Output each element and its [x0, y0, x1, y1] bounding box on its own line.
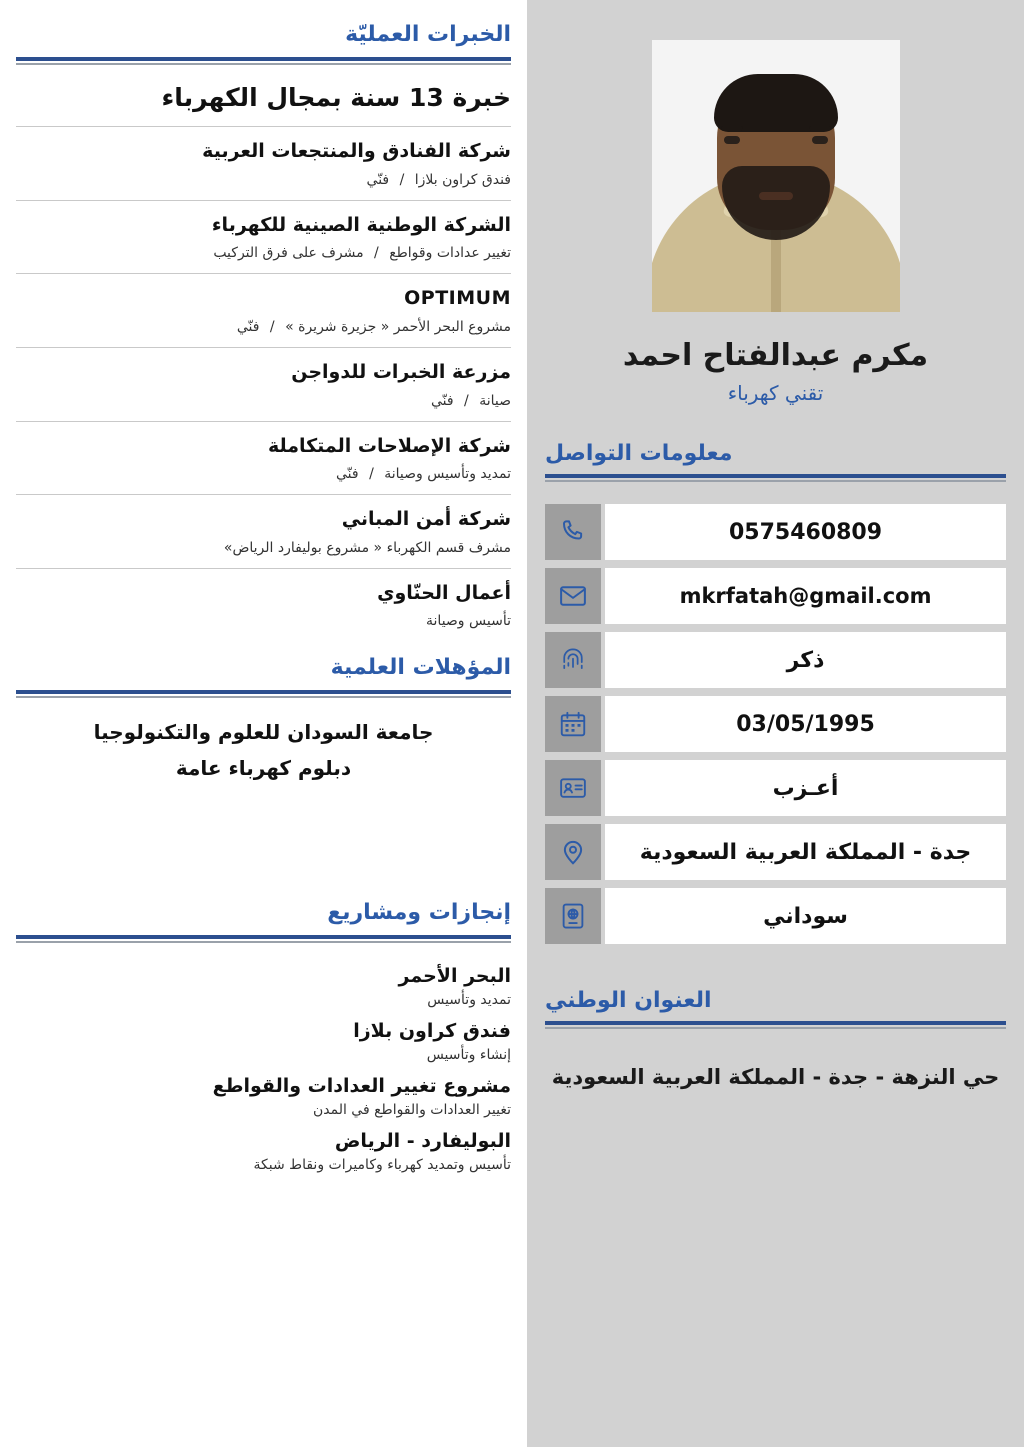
education-block: [0, 698, 527, 780]
fingerprint-icon: [545, 632, 601, 688]
divider-thick: [545, 474, 1006, 478]
separator: /: [369, 466, 374, 483]
contact-value: 0575460809: [605, 504, 1006, 560]
education-divider: [16, 690, 511, 698]
photo-image: [652, 40, 900, 312]
photo-brow-right: [809, 126, 831, 131]
experience-role-text: فنّي: [366, 171, 390, 188]
experience-item: [0, 422, 527, 495]
experience-summary: خبرة 13 سنة بمجال الكهرباء: [161, 83, 511, 112]
experience-role: [16, 172, 511, 188]
education-section-header: [16, 655, 511, 690]
separator: /: [269, 318, 275, 335]
map-pin-icon: [545, 824, 601, 880]
contact-row-phone[interactable]: [545, 504, 1006, 560]
sidebar-column: [527, 0, 1024, 1447]
experience-detail: فنّي: [431, 392, 454, 409]
experience-role: مشرف قسم الكهرباء « مشروع بوليفارد الرياض»: [223, 539, 511, 556]
experience-org: شركة الفنادق والمنتجعات العربية: [202, 140, 511, 162]
experience-heading: الخبرات العمليّة: [345, 22, 511, 47]
address-section-header: [545, 988, 1006, 1029]
experience-role: [16, 245, 511, 261]
experience-role-text: فنّي: [236, 318, 260, 335]
experience-item: [0, 348, 527, 421]
experience-role-text: تغيير عدادات وقواطع: [389, 245, 511, 262]
experience-role-text: صيانة: [479, 392, 511, 409]
photo-eye-right: [812, 136, 828, 144]
education-heading: المؤهلات العلمية: [330, 655, 511, 681]
contact-row-birthdate[interactable]: [545, 696, 1006, 752]
projects-section-header: [16, 900, 511, 935]
experience-org: OPTIMUM: [404, 287, 511, 310]
contact-value: 03/05/1995: [605, 696, 1006, 752]
experience-org: الشركة الوطنية الصينية للكهرباء: [211, 213, 511, 236]
project-item: [0, 955, 527, 1010]
separator: /: [374, 245, 379, 262]
experience-role: [16, 319, 511, 335]
divider-thin: [545, 480, 1006, 482]
separator: /: [464, 392, 469, 409]
photo-mouth: [759, 192, 793, 200]
calendar-icon: [545, 696, 601, 752]
job-title: تقني كهرباء: [727, 381, 824, 405]
divider-thin: [545, 1027, 1006, 1029]
experience-org: شركة أمن المباني: [341, 508, 511, 531]
photo-eye-left: [724, 136, 740, 144]
education-degree: دبلوم كهرباء عامة: [175, 756, 352, 781]
contact-value: أعـزب: [605, 760, 1006, 816]
project-desc: تغيير العدادات والقواطع في المدن: [312, 1102, 511, 1119]
contact-value: سوداني: [605, 888, 1006, 944]
project-desc: إنشاء وتأسيس: [426, 1047, 511, 1064]
project-desc: تمديد وتأسيس: [427, 992, 511, 1009]
education-university: جامعة السودان للعلوم والتكنولوجيا: [93, 720, 434, 745]
contact-row-location[interactable]: [545, 824, 1006, 880]
address-heading: العنوان الوطني: [545, 988, 712, 1013]
address-value: حي النزهة - جدة - المملكة العربية السعودية: [551, 1065, 1000, 1089]
experience-divider: [16, 57, 511, 65]
project-title: البحر الأحمر: [398, 965, 511, 988]
project-title: البوليفارد - الرياض: [334, 1130, 511, 1153]
contact-section-header: [545, 441, 1006, 482]
contact-row-gender[interactable]: [545, 632, 1006, 688]
experience-role: [16, 393, 511, 409]
contact-value: mkrfatah@gmail.com: [605, 568, 1006, 624]
divider-thick: [16, 57, 511, 61]
experience-detail: فندق كراون بلازا: [414, 171, 511, 188]
experience-role: تأسيس وصيانة: [426, 613, 511, 630]
divider-thick: [545, 1021, 1006, 1025]
experience-detail: فنّي: [336, 466, 359, 483]
page-title: مكرم عبدالفتاح احمد: [622, 338, 929, 373]
project-item: [0, 1065, 527, 1120]
contact-row-email[interactable]: [545, 568, 1006, 624]
project-item: [0, 1120, 527, 1175]
experience-section-header: [16, 22, 511, 57]
divider-thin: [16, 941, 511, 943]
profile-photo: [652, 40, 900, 312]
id-card-icon: [545, 760, 601, 816]
experience-org: شركة الإصلاحات المتكاملة: [267, 434, 511, 457]
experience-org: مزرعة الخبرات للدواجن: [291, 360, 511, 383]
projects-divider: [16, 935, 511, 943]
experience-detail: مشروع البحر الأحمر « جزيرة شريرة »: [285, 318, 511, 335]
phone-icon: [545, 504, 601, 560]
experience-item: [0, 569, 527, 642]
photo-hair: [714, 74, 838, 132]
photo-brow-left: [721, 126, 743, 131]
contact-heading: معلومات التواصل: [545, 441, 733, 466]
passport-icon: [545, 888, 601, 944]
experience-item: [0, 201, 527, 274]
divider-thick: [16, 690, 511, 694]
project-item: [0, 1010, 527, 1065]
experience-org: أعمال الحنّاوي: [377, 581, 511, 604]
divider-thick: [16, 935, 511, 939]
experience-role-text: تمديد وتأسيس وصيانة: [384, 466, 511, 483]
contact-value: ذكر: [605, 632, 1006, 688]
experience-item: [0, 127, 527, 200]
contact-list: [545, 504, 1006, 944]
project-desc: تأسيس وتمديد كهرباء وكاميرات ونقاط شبكة: [253, 1157, 511, 1174]
contact-row-marital-status[interactable]: [545, 760, 1006, 816]
contact-value: جدة - المملكة العربية السعودية: [605, 824, 1006, 880]
experience-item: [0, 495, 527, 568]
experience-detail: مشرف على فرق التركيب: [213, 245, 364, 262]
project-title: فندق كراون بلازا: [353, 1020, 511, 1043]
experience-item: [0, 274, 527, 347]
experience-role: [16, 466, 511, 482]
project-title: مشروع تغيير العدادات والقواطع: [212, 1075, 511, 1098]
projects-heading: إنجازات ومشاريع: [327, 900, 511, 926]
envelope-icon: [545, 568, 601, 624]
contact-row-nationality[interactable]: [545, 888, 1006, 944]
separator: /: [399, 171, 405, 188]
